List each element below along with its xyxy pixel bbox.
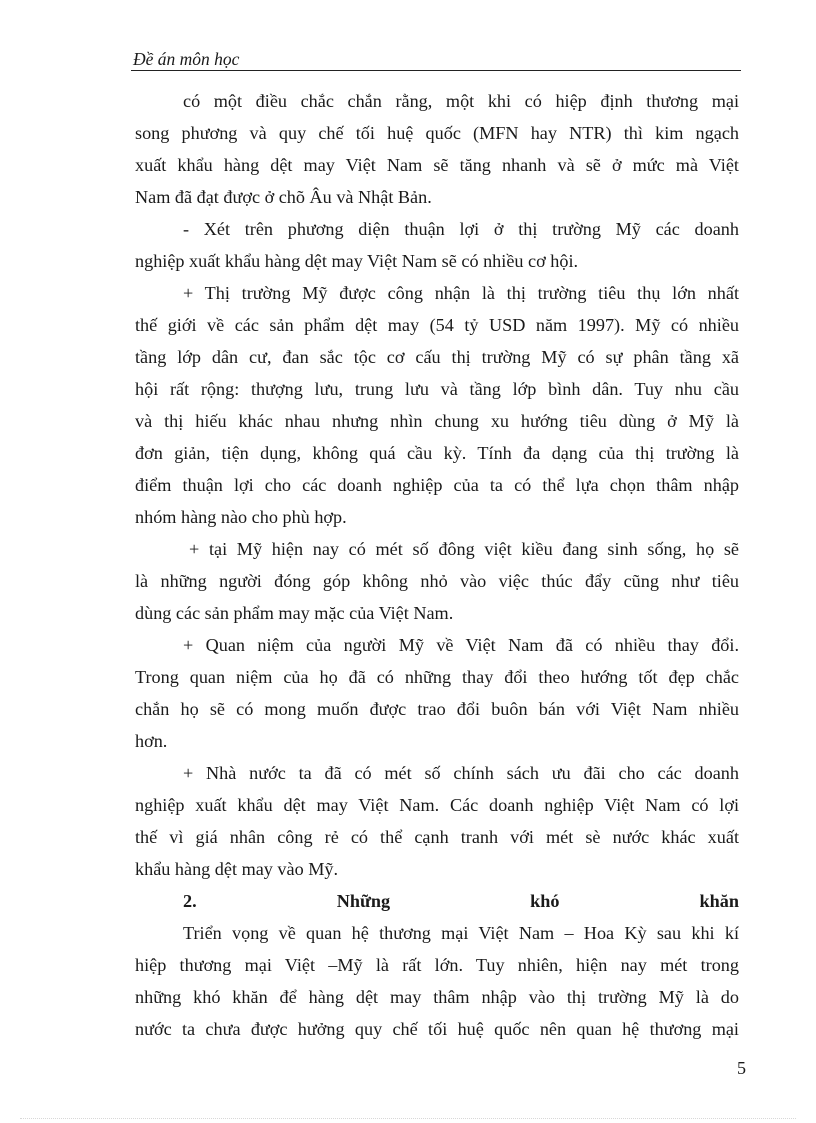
text-line: Nam đã đạt được ở chõ Âu và Nhật Bản.	[135, 187, 432, 207]
text-line: nghiệp xuất khẩu hàng dệt may Việt Nam sẽ có nhiều cơ hội.	[135, 251, 579, 271]
text-line: có một điều chắc chắn rằng, một khi có hiệp định thương mại	[183, 91, 739, 111]
text-line: hội rất rộng: thượng lưu, trung lưu và tầng lớp bình dân. Tuy nhu cầu	[135, 379, 739, 399]
text-line: + tại Mỹ hiện nay có mét số đông việt kiều đang sinh sống, họ sẽ	[189, 539, 739, 559]
text-line: dùng các sản phẩm may mặc của Việt Nam.	[135, 603, 454, 623]
text-line: Triển vọng về quan hệ thương mại Việt Nam – Hoa Kỳ sau khi kí	[183, 923, 739, 943]
text-line: + Quan niệm của người Mỹ về Việt Nam đã có nhiều thay đổi.	[183, 635, 739, 655]
text-line: và thị hiếu khác nhau nhưng nhìn chung xu hướng tiêu dùng ở Mỹ là	[135, 411, 739, 431]
text-line: chắn họ sẽ có mong muốn được trao đổi buôn bán với Việt Nam nhiều	[135, 699, 739, 719]
text-line: khẩu hàng dệt may vào Mỹ.	[135, 859, 339, 879]
text-line: song phương và quy chế tối huệ quốc (MFN hay NTR) thì kim ngạch	[135, 123, 739, 143]
text-line: tầng lớp dân cư, đan sắc tộc cơ cấu thị trường Mỹ có sự phân tầng xã	[135, 347, 739, 367]
text-line: nghiệp xuất khẩu dệt may Việt Nam. Các doanh nghiệp Việt Nam có lợi	[135, 795, 739, 815]
text-line: xuất khẩu hàng dệt may Việt Nam sẽ tăng nhanh và sẽ ở mức mà Việt	[135, 155, 739, 175]
text-line: - Xét trên phương diện thuận lợi ở thị trường Mỹ các doanh	[183, 219, 739, 239]
header-title: Đề án môn học	[133, 49, 240, 69]
page-bottom-divider	[20, 1118, 796, 1119]
page-number: 5	[737, 1058, 746, 1078]
text-line: nước ta chưa được hưởng quy chế tối huệ quốc nên quan hệ thương mại	[135, 1019, 739, 1039]
text-line: + Thị trường Mỹ được công nhận là thị trường tiêu thụ lớn nhất	[183, 283, 739, 303]
section-heading: 2. Những khó khăn	[183, 891, 739, 911]
page-header	[131, 50, 741, 71]
text-line: Trong quan niệm của họ đã có những thay đổi theo hướng tốt đẹp chắc	[135, 667, 739, 687]
text-line: đơn giản, tiện dụng, không quá cầu kỳ. Tính đa dạng của thị trường là	[135, 443, 739, 463]
text-line: là những người đóng góp không nhỏ vào việc thúc đẩy cũng như tiêu	[135, 571, 739, 591]
text-line: hiệp thương mại Việt –Mỹ là rất lớn. Tuy nhiên, hiện nay mét trong	[135, 955, 739, 975]
text-line: những khó khăn để hàng dệt may thâm nhập vào thị trường Mỹ là do	[135, 987, 739, 1007]
text-line: nhóm hàng nào cho phù hợp.	[135, 507, 347, 527]
text-line: điểm thuận lợi cho các doanh nghiệp của ta có thể lựa chọn thâm nhập	[135, 475, 739, 495]
text-line: hơn.	[135, 731, 168, 751]
text-line: thế vì giá nhân công rẻ có thể cạnh tranh với mét sè nước khác xuất	[135, 827, 739, 847]
text-line: + Nhà nước ta đã có mét số chính sách ưu đãi cho các doanh	[183, 763, 739, 783]
text-line: thế giới về các sản phẩm dệt may (54 tỷ USD năm 1997). Mỹ có nhiều	[135, 315, 739, 335]
